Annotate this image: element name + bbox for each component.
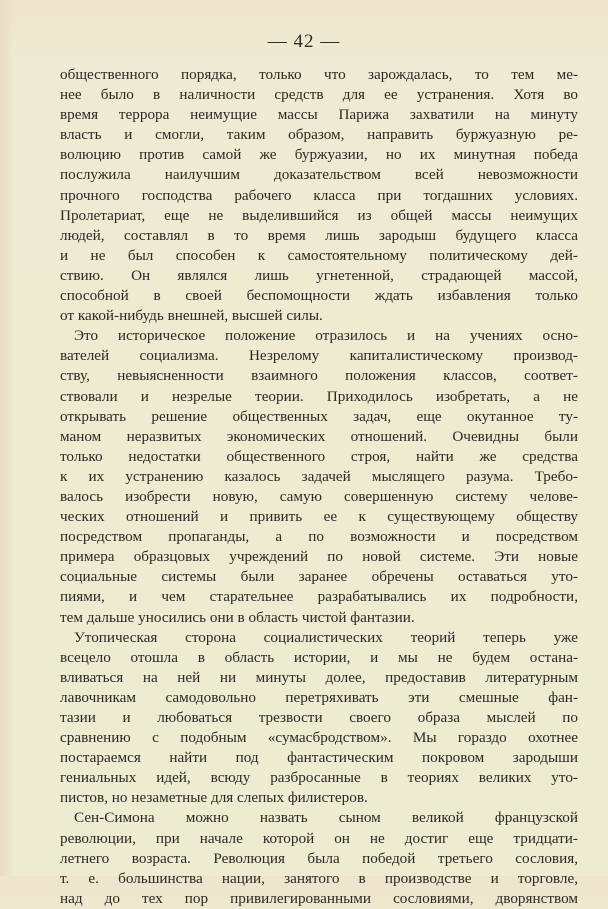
body-text [60, 65, 578, 909]
text-line: время террора неимущие массы Парижа захватили на минуту [60, 106, 578, 124]
text-line: Сен-Симона можно назвать сыном великой французской [74, 809, 578, 827]
text-line: Пролетариат, еще не выделившийся из общей массы неимущих [60, 206, 578, 224]
page-number: — 42 — [267, 31, 341, 52]
text-line: пиями, и чем старательнее разрабатывались их подробности, [60, 588, 578, 606]
text-line: прочного господства рабочего класса при тогдашних условиях. [60, 186, 578, 204]
text-line: валось изобрести новую, самую совершенную систему челове- [60, 487, 578, 505]
text-line: ствовали и незрелые теории. Приходилось изобретать, а не [60, 387, 578, 405]
text-line: нее было в наличности средств для ее устранения. Хотя во [60, 86, 578, 104]
text-line: постараемся найти под фантастическим покровом зародыши [60, 749, 578, 767]
page-edge-shadow [0, 0, 14, 876]
text-line: к их устранению казалось задачей мыслящего разума. Требо- [60, 467, 578, 485]
text-line: только недостатки общественного строя, найти же средства [60, 447, 578, 465]
text-line: гениальных идей, всюду разбросанные в теориях великих уто- [60, 769, 578, 787]
text-line: открывать решение общественных задач, еще окутанное ту- [60, 407, 578, 425]
text-line: от какой-нибудь внешней, высшей силы. [60, 307, 323, 325]
text-line: социальные системы были заранее обречены оставаться уто- [60, 568, 578, 586]
text-line: тазии и любоваться трезвости своего образа мыслей по [60, 709, 578, 726]
text-line: общественного порядка, только что зарождалась, то тем ме- [60, 66, 578, 83]
text-line: власть и смогли, таким образом, направить буржуазную ре- [60, 126, 578, 144]
text-line: способной в своей беспомощности ждать избавления только [60, 287, 578, 305]
text-line: вливаться на ней ни минуты долее, предоставив литературным [60, 668, 578, 686]
text-line: лавочникам самодовольно перетряхивать эти смешные фан- [60, 688, 578, 706]
text-line: летнего возраста. Революция была победой третьего сословия, [60, 849, 578, 867]
text-line: Утопическая сторона социалистических теорий теперь уже [74, 628, 578, 646]
text-line: пистов, но незаметные для слепых филистеров. [60, 789, 368, 807]
text-line: примера образцовых учреждений по новой системе. Эти новые [60, 548, 578, 566]
text-line: вателей социализма. Незрелому капиталистическому производ- [60, 347, 578, 365]
text-line: ству, невыясненности взаимного положения классов, соответ- [60, 367, 578, 385]
text-line: тем дальше уносились они в область чистой фантазии. [60, 608, 415, 626]
text-line: всецело отошла в область истории, и мы не будем остана- [60, 648, 578, 666]
text-line: ствию. Он являлся лишь угнетенной, страдающей массой, [60, 266, 578, 284]
text-line: людей, составлял в то время лишь зародыш будущего класса [60, 226, 578, 244]
text-line: над до тех пор привилегированными сословиями, дворянством [60, 889, 578, 907]
text-line: и не был способен к самостоятельному политическому дей- [60, 246, 578, 264]
text-line: посредством пропаганды, а по возможности и посредством [60, 528, 578, 546]
text-line: революции, при начале которой он не достиг еще тридцати- [60, 829, 578, 847]
text-line: сравнению с подобным «сумасбродством». Мы гораздо охотнее [60, 729, 578, 747]
text-line: т. е. большинства нации, занятого в производстве и торговле, [60, 869, 578, 887]
text-line: Это историческое положение отразилось и на учениях осно- [74, 327, 578, 345]
text-line: маном неразвитых экономических отношений. Очевидны были [60, 427, 578, 445]
text-line: послужила наилучшим доказательством всей невозможности [60, 166, 578, 184]
text-line: волюцию против самой же буржуазии, но их минутная победа [60, 146, 578, 164]
text-line: ческих отношений и привить ее к существующему обществу [60, 508, 578, 526]
